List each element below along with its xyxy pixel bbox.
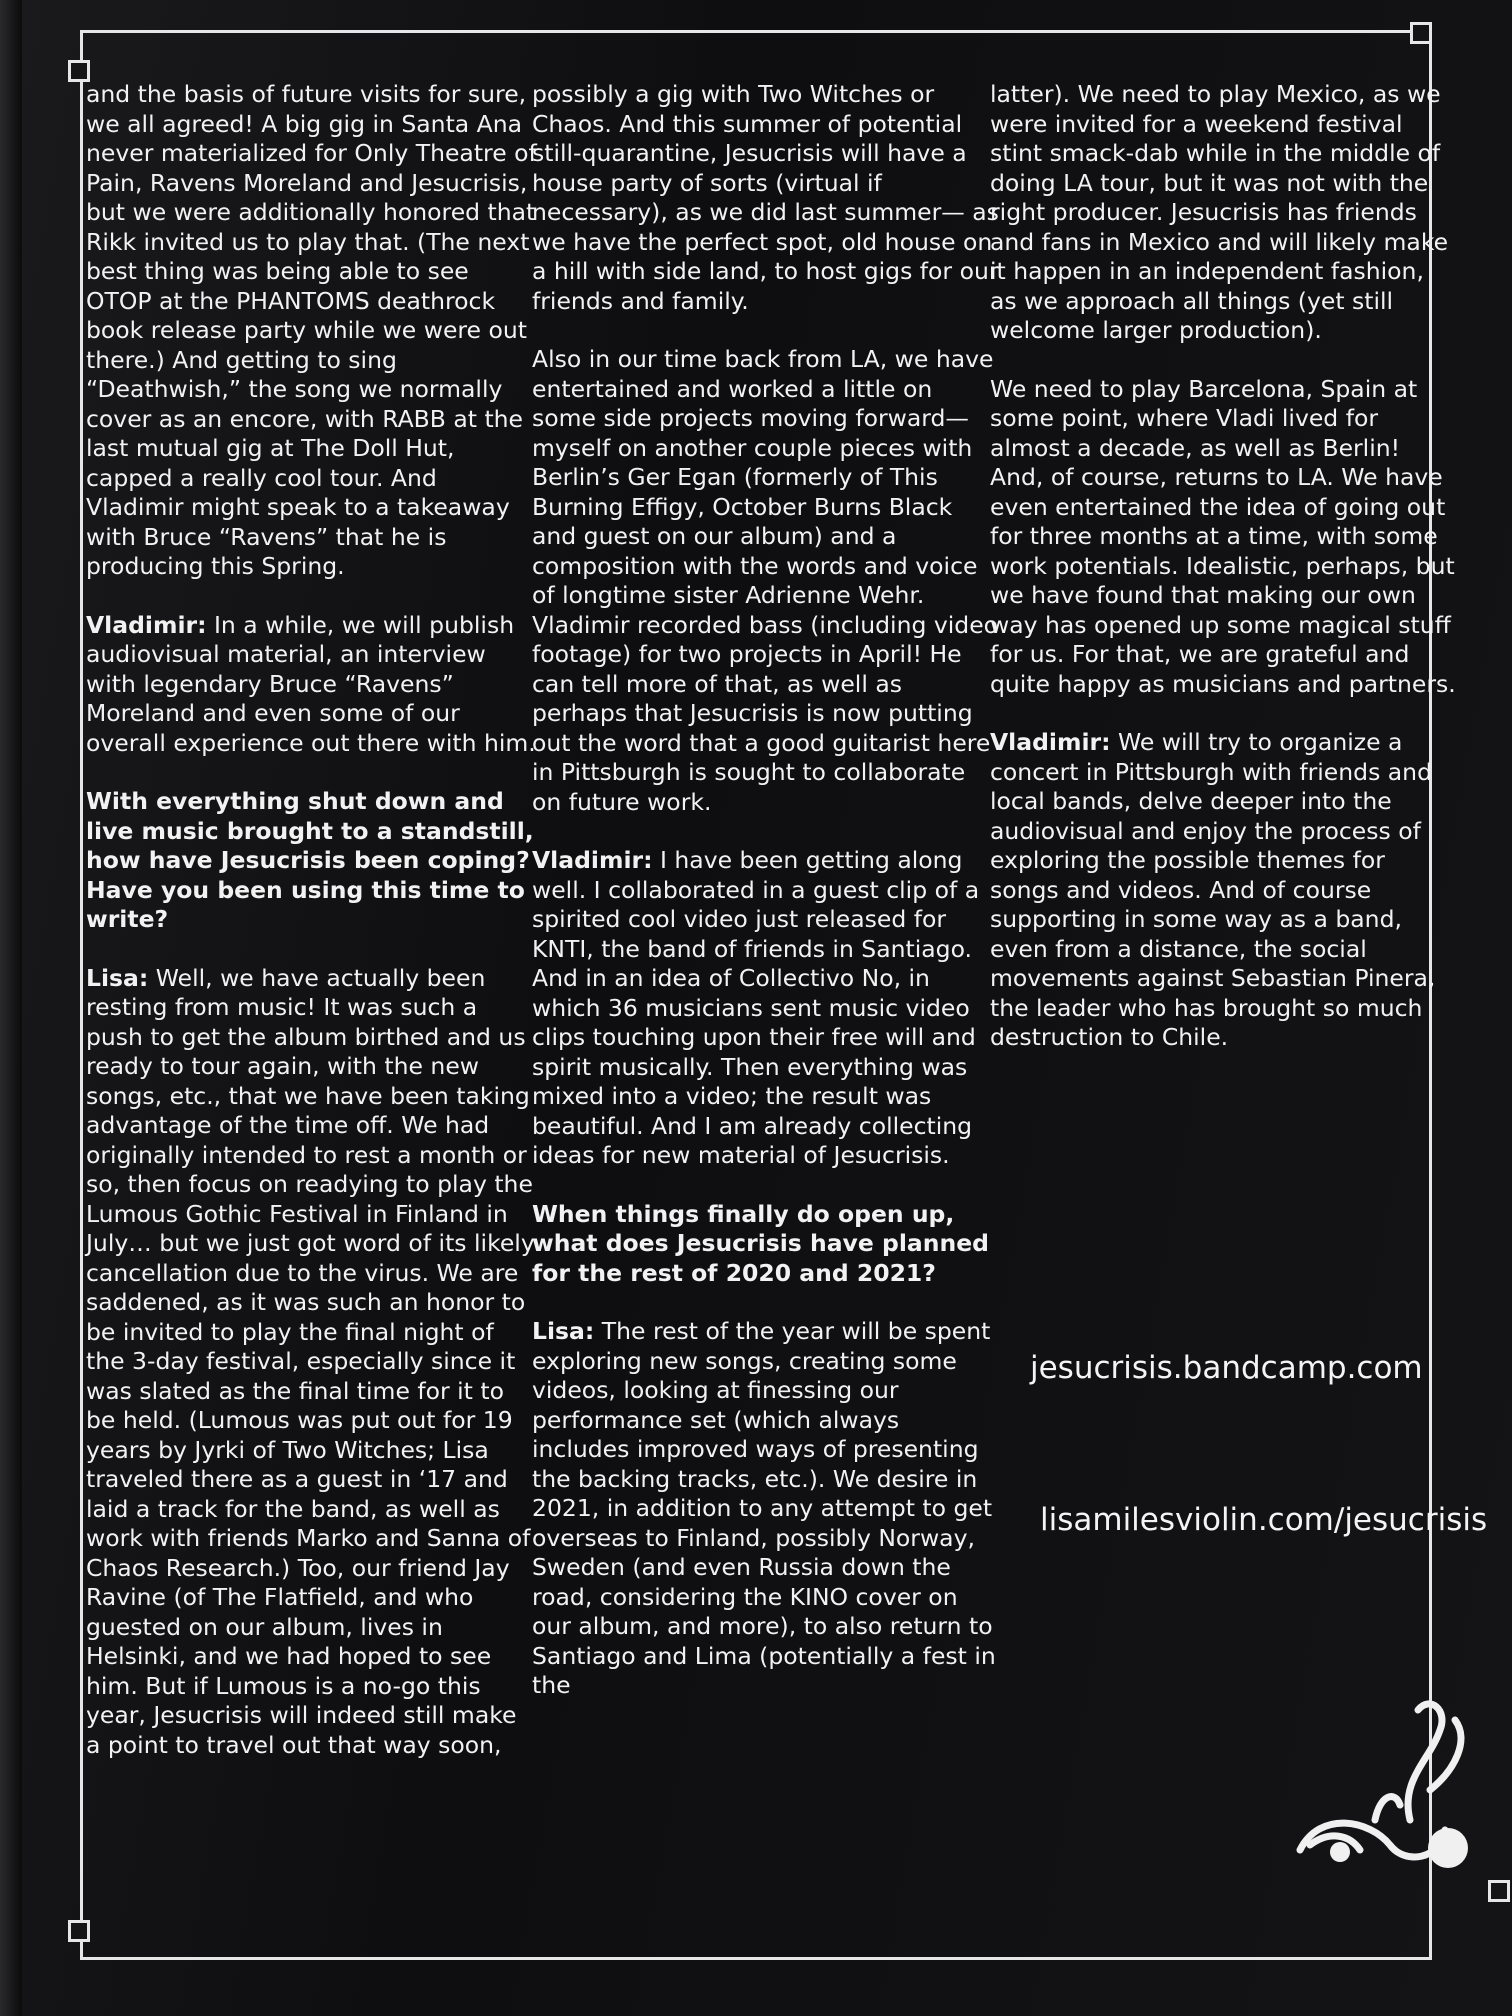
paragraph-text: and the basis of future visits for sure, we all agreed! A big gig in Santa Ana never materialized for Only Theatre of Pain, Ravens Moreland and Jesucrisis, but we were additionally honored that Rikk invited us to play that. (The next best thing was being able to see OTOP at the PHANTOMS deathrock book release party while we were out there.) And getting to sing “Deathwish,” the song we normally cover as an encore, with RABB at the last mutual gig at The Doll Hut, capped a really cool tour. And Vladimir might speak to a takeaway with Bruce “Ravens” that he is producing this Spring.: [86, 80, 537, 580]
paragraph: [86, 964, 538, 1761]
bandcamp-link[interactable]: jesucrisis.bandcamp.com: [1030, 1350, 1423, 1386]
paragraph: [990, 80, 1458, 346]
paragraph-text: Also in our time back from LA, we have entertained and worked a little on some side projects moving forward—myself on another couple pieces with Berlin’s Ger Egan (formerly of This Burning Effigy, October Burns Black and guest on our album) and a composition with the words and voice of longtime sister Adrienne Wehr. Vladimir recorded bass (including video footage) for two projects in April! He can tell more of that, as well as perhaps that Jesucrisis is now putting out the word that a good guitarist here in Pittsburgh is sought to collaborate on future work.: [532, 345, 999, 816]
speaker-label: Vladimir:: [532, 846, 653, 874]
speaker-label: Vladimir:: [990, 728, 1111, 756]
paragraph: [990, 728, 1458, 1053]
website-link[interactable]: lisamilesviolin.com/jesucrisis: [1040, 1502, 1488, 1538]
paragraph: [532, 80, 1000, 316]
interview-question: With everything shut down and live music brought to a standstill, how have Jesucrisis been coping? Have you been using this time to write?: [86, 787, 534, 933]
paragraph-text: latter). We need to play Mexico, as we were invited for a weekend festival stint smack-dab while in the middle of doing LA tour, but it was not with the right producer. Jesucrisis has friends and fans in Mexico and will likely make it happen in an independent fashion, as we approach all things (yet still welcome larger production).: [990, 80, 1449, 344]
paragraph-text: The rest of the year will be spent exploring new songs, creating some videos, looking at finessing our performance set (which always includes improved ways of presenting the backing tracks, etc.). We desire in 2021, in addition to any attempt to get overseas to Finland, possibly Norway, Sweden (and even Russia down the road, considering the KINO cover on our album, and more), to also return to Santiago and Lima (potentially a fest in the: [532, 1317, 996, 1699]
frame-corner-ornament: [1410, 22, 1432, 44]
frame-corner-ornament: [68, 1920, 90, 1942]
paragraph-text: I have been getting along well. I collaborated in a guest clip of a spirited cool video just released for KNTI, the band of friends in Santiago. And in an idea of Collectivo No, in which 36 musicians sent music video clips touching upon their free will and spirit musically. Then everything was mixed into a video; the result was beautiful. And I am already collecting ideas for new material of Jesucrisis.: [532, 846, 980, 1169]
paragraph-text: We need to play Barcelona, Spain at some point, where Vladi lived for almost a decade, as well as Berlin! And, of course, returns to LA. We have even entertained the idea of going out for three months at a time, with some work potentials. Idealistic, perhaps, but we have found that making our own way has opened up some magical stuff for us. For that, we are grateful and quite happy as musicians and partners.: [990, 374, 1456, 698]
speaker-label: Vladimir:: [86, 610, 207, 639]
paragraph: [86, 80, 538, 582]
frame-corner-ornament: [68, 60, 90, 82]
paragraph: [532, 345, 1000, 817]
frame-corner-ornament: [1488, 1880, 1510, 1902]
paragraph-text: In a while, we will publish audiovisual material, an interview with legendary Bruce “Ravens” Moreland and even some of our overall experience out there with him.: [86, 610, 536, 757]
paragraph-text: possibly a gig with Two Witches or Chaos. And this summer of potential still-quarantine, Jesucrisis will have a house party of sorts (virtual if necessary), as we did last summer— as we have the perfect spot, old house on a hill with side land, to host gigs for our friends and family.: [532, 80, 999, 315]
page-spine: [0, 0, 22, 2016]
paragraph: [532, 846, 1000, 1171]
paragraph: [86, 611, 538, 759]
paragraph-text: We will try to organize a concert in Pittsburgh with friends and local bands, delve deeper into the audiovisual and enjoy the process of exploring the possible themes for songs and videos. And of course supporting in some way as a band, even from a distance, the social movements against Sebastian Pinera, the leader who has brought so much destruction to Chile.: [990, 728, 1436, 1051]
speaker-label: Lisa:: [86, 963, 149, 992]
text-column-3: [990, 80, 1458, 1082]
scroll-flourish-icon: [1280, 1670, 1480, 1880]
interview-question: When things finally do open up, what does Jesucrisis have planned for the rest of 2020 and 2021?: [532, 1199, 989, 1287]
paragraph: [990, 375, 1458, 700]
paragraph: [532, 1317, 1000, 1701]
text-column-2: [532, 80, 1000, 1730]
paragraph-text: Well, we have actually been resting from music! It was such a push to get the album birthed and us ready to tour again, with the new songs, etc., that we have been taking advantage of the time off. We had originally intended to rest a month or so, then focus on readying to play the Lumous Gothic Festival in Finland in July… but we just got word of its likely cancellation due to the virus. We are saddened, as it was such an honor to be invited to play the final night of the 3-day festival, especially since it was slated as the final time for it to be held. (Lumous was put out for 19 years by Jyrki of Two Witches; Lisa traveled there as a guest in ‘17 and laid a track for the band, as well as work with friends Marko and Sanna of Chaos Research.) Too, our friend Jay Ravine (of The Flatfield, and who guested on our album, lives in Helsinki, and we had hoped to see him. But if Lumous is a no-go this year, Jesucrisis will indeed still make a point to travel out that way soon,: [86, 963, 535, 1759]
text-column-1: [86, 80, 538, 1789]
speaker-label: Lisa:: [532, 1317, 595, 1345]
